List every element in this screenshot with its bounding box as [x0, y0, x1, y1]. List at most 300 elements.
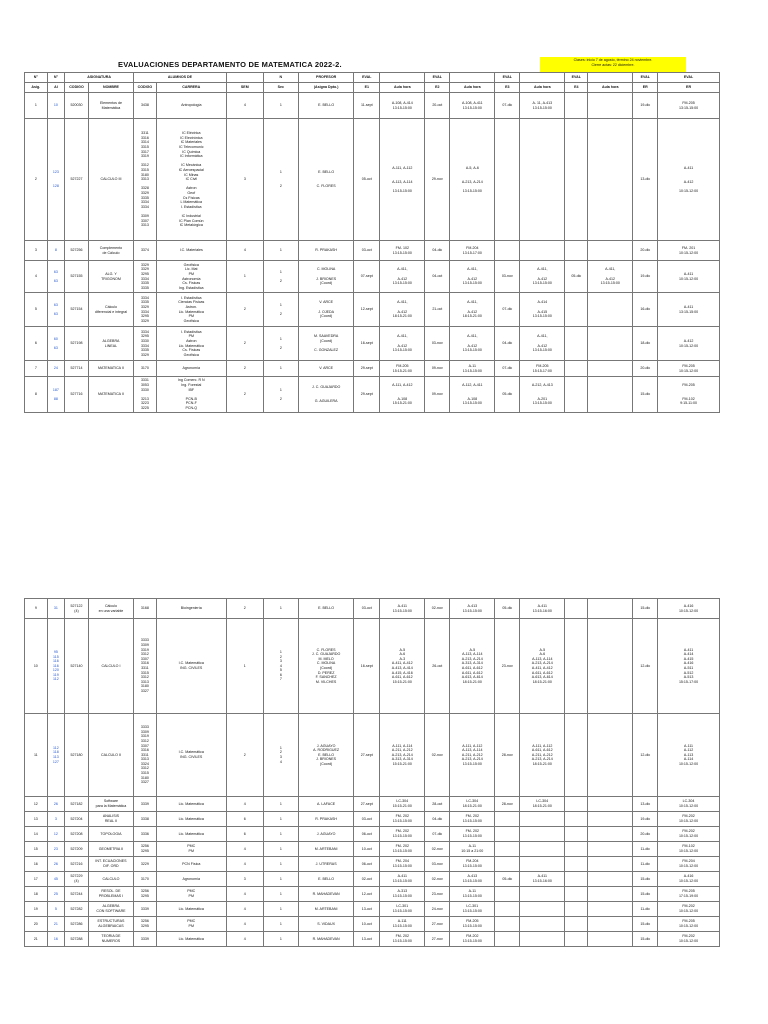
- e4-room-time-cell: [588, 119, 633, 241]
- course-code-cell: 527216: [65, 857, 89, 872]
- section-cell: 1: [263, 917, 298, 932]
- career-name-cell: Agronomía: [156, 872, 226, 887]
- course-code-cell: 527155: [65, 261, 89, 293]
- course-code-cell: 527182: [65, 797, 89, 812]
- semester-cell: 6: [226, 827, 263, 842]
- e4-room-time-cell: [588, 93, 633, 119]
- e1-date-cell: 06-oct: [354, 827, 380, 842]
- asig-number-cell: 21: [25, 932, 48, 947]
- e3-date-cell: [495, 842, 520, 857]
- section-cell: 1 2: [263, 327, 298, 361]
- er-date-cell: 15-dic: [633, 887, 658, 902]
- e2-date-cell: 09-nov: [425, 377, 450, 413]
- er-room-time-cell: A-411 A-412 10:15-12:00: [658, 119, 720, 241]
- career-name-cell: I.C. Materiales: [156, 241, 226, 261]
- er-room-time-cell: FM- 201 10:15-12:00: [658, 241, 720, 261]
- semester-cell: 4: [226, 797, 263, 812]
- semester-cell: 2: [226, 327, 263, 361]
- er-room-time-cell: FM-205 10:15-12:00: [658, 361, 720, 377]
- header-cell: E1: [354, 83, 380, 93]
- professor-cell: V. ARCE: [298, 361, 354, 377]
- e3-room-time-cell: A-411 13:15-16:00: [520, 599, 565, 619]
- section-cell: 1: [263, 812, 298, 827]
- career-name-cell: Bioingeniería: [156, 599, 226, 619]
- professor-cell: J. AGUAYO: [298, 827, 354, 842]
- semester-cell: 2: [226, 599, 263, 619]
- e3-date-cell: [495, 241, 520, 261]
- e4-date-cell: [565, 327, 588, 361]
- e2-room-time-cell: A-11 13:15-15:00: [450, 361, 495, 377]
- semester-cell: 4: [226, 917, 263, 932]
- header-cell: Aula hora: [450, 83, 495, 93]
- professor-cell: C. FLORES J. C. GUAJARDO M. MELO C. MOLINA (Coord) D. PEREZ F. SANCHEZ M. VILCHES: [298, 619, 354, 714]
- asig-number-cell: 20: [25, 917, 48, 932]
- e3-date-cell: 07-dic: [495, 293, 520, 327]
- course-code-cell: 527256: [65, 241, 89, 261]
- e2-room-time-cell: A-411, A-412 18:15-21:00: [450, 293, 495, 327]
- students-count-cell: 95 115 116 116 120 119 112: [47, 619, 65, 714]
- career-name-cell: I.C. Matemática ING. CIVILES: [156, 714, 226, 797]
- e3-date-cell: [495, 887, 520, 902]
- professor-cell: E. BELLO: [298, 93, 354, 119]
- e2-room-time-cell: FM-205 13:15-15:00: [450, 917, 495, 932]
- e2-room-time-cell: A-11 13:15-15:00: [450, 887, 495, 902]
- e1-room-time-cell: FM- 202 13:15-15:00: [380, 932, 425, 947]
- students-count-cell: 45: [47, 872, 65, 887]
- career-name-cell: Antropología: [156, 93, 226, 119]
- e1-date-cell: 12-oct: [354, 887, 380, 902]
- e1-room-time-cell: FM- 202 13:15-15:00: [380, 827, 425, 842]
- course-name-cell: Cálculo diferencial e integral: [88, 293, 133, 327]
- e1-room-time-cell: A-411, A-412 13:15-15:00: [380, 261, 425, 293]
- e1-room-time-cell: A-411, A-412 18:15-21:00: [380, 293, 425, 327]
- e3-room-time-cell: A-411, A-412 13:15-15:00: [520, 261, 565, 293]
- e1-date-cell: 03-oct: [354, 812, 380, 827]
- career-name-cell: Ing Comerc. R N Ing. Forestal IBF PCN-B PCN-F PCN-Q: [156, 377, 226, 413]
- er-room-time-cell: LC-304 10:15-12:00: [658, 797, 720, 812]
- professor-cell: J. C. GUAJARDO G. AGUILERA: [298, 377, 354, 413]
- e4-room-time-cell: [588, 293, 633, 327]
- career-name-cell: I.C. Matemática ING. CIVILES: [156, 619, 226, 714]
- e1-date-cell: 29-sept: [354, 377, 380, 413]
- e4-date-cell: [565, 619, 588, 714]
- e3-room-time-cell: A-414 A-415 13:15-15:00: [520, 293, 565, 327]
- e3-date-cell: [495, 827, 520, 842]
- e4-room-time-cell: [588, 857, 633, 872]
- semester-cell: 4: [226, 857, 263, 872]
- e2-room-time-cell: A-411, A-412 13:15-15:00: [450, 261, 495, 293]
- career-name-cell: PMC PM: [156, 887, 226, 902]
- e2-room-time-cell: LC-301 13:15-15:00: [450, 902, 495, 917]
- career-code-cell: 3333 3309 3319 3312 3307 3316 3311 3315 3312 3313 3180 3327: [134, 619, 157, 714]
- course-name-cell: TOPOLOGIA: [88, 827, 133, 842]
- e4-date-cell: [565, 857, 588, 872]
- header-cell: EVAL: [495, 73, 520, 83]
- course-name-cell: Cálculo en una variable: [88, 599, 133, 619]
- er-room-time-cell: FM-205 10:15-12:00: [658, 917, 720, 932]
- er-date-cell: 16-dic: [633, 293, 658, 327]
- e4-room-time-cell: [588, 797, 633, 812]
- professor-cell: E. BELLO: [298, 872, 354, 887]
- e3-room-time-cell: [520, 812, 565, 827]
- header-cell: CODIGO: [134, 83, 157, 93]
- e2-room-time-cell: A-413 13:15-15:00: [450, 599, 495, 619]
- e4-room-time-cell: [588, 932, 633, 947]
- students-count-cell: 60 63: [47, 327, 65, 361]
- career-code-cell: 3339: [134, 797, 157, 812]
- er-room-time-cell: FM-202 10:15-12:00: [658, 932, 720, 947]
- course-code-cell: 527154: [65, 293, 89, 327]
- asig-number-cell: 13: [25, 812, 48, 827]
- e3-date-cell: 07-dic: [495, 93, 520, 119]
- students-count-cell: 16: [47, 932, 65, 947]
- e4-room-time-cell: [588, 842, 633, 857]
- e1-date-cell: 29-sept: [354, 361, 380, 377]
- e3-room-time-cell: A-411 13:15-16:00: [520, 872, 565, 887]
- er-date-cell: 15-dic: [633, 377, 658, 413]
- e1-room-time-cell: A-313 13:15-15:00: [380, 887, 425, 902]
- er-date-cell: 20-dic: [633, 827, 658, 842]
- students-count-cell: 187 88: [47, 377, 65, 413]
- er-date-cell: 19-dic: [633, 812, 658, 827]
- e4-date-cell: [565, 714, 588, 797]
- career-name-cell: PCN Física: [156, 857, 226, 872]
- e2-date-cell: 02-nov: [425, 599, 450, 619]
- e2-date-cell: 02-nov: [425, 872, 450, 887]
- professor-cell: R. MAHADEVAN: [298, 932, 354, 947]
- e4-room-time-cell: [588, 872, 633, 887]
- course-name-cell: ALGEBRA LINEAL: [88, 327, 133, 361]
- professor-cell: J. AGUAYO A. RODRIGUEZ E. BELLO J. BRIONES (Coord): [298, 714, 354, 797]
- course-name-cell: CALCULO: [88, 872, 133, 887]
- e4-date-cell: [565, 812, 588, 827]
- header-cell: Sec: [263, 83, 298, 93]
- e4-date-cell: [565, 293, 588, 327]
- career-code-cell: 3256 3295: [134, 917, 157, 932]
- header-cell: ER: [658, 83, 720, 93]
- section-cell: 1: [263, 872, 298, 887]
- e2-room-time-cell: A-413 13:15-15:00: [450, 872, 495, 887]
- section-cell: 1 2: [263, 119, 298, 241]
- career-code-cell: 3438: [134, 93, 157, 119]
- section-cell: 1: [263, 887, 298, 902]
- e3-room-time-cell: [520, 241, 565, 261]
- e3-date-cell: 28-nov: [495, 797, 520, 812]
- e1-date-cell: 06-oct: [354, 857, 380, 872]
- students-count-cell: 26: [47, 797, 65, 812]
- header-cell: N°: [47, 73, 65, 83]
- students-count-cell: 10: [47, 93, 65, 119]
- career-code-cell: 3311 3316 3314 3315 3317 3319 3312 3315 3180 3313 3328 3329 3335 3334 3334 3309 3307 3313: [134, 119, 157, 241]
- header-cell: [588, 73, 633, 83]
- asig-number-cell: 10: [25, 619, 48, 714]
- e2-date-cell: 03-nov: [425, 327, 450, 361]
- er-room-time-cell: A-416 10:15-12:00: [658, 872, 720, 887]
- table-row: [25, 827, 720, 842]
- er-room-time-cell: FM-102 10:15-12:00: [658, 842, 720, 857]
- career-name-cell: Lic. Matemática: [156, 797, 226, 812]
- e3-date-cell: [495, 902, 520, 917]
- course-code-cell: 527229 (4): [65, 872, 89, 887]
- students-count-cell: 24: [47, 361, 65, 377]
- header-cell: PROFESOR: [298, 73, 354, 83]
- e1-room-time-cell: A-111, A-114 A-211, A-212 A-213, A-214 A-313, A-314 15:15-21:00: [380, 714, 425, 797]
- table-row: [25, 812, 720, 827]
- asig-number-cell: 3: [25, 241, 48, 261]
- e1-room-time-cell: A-5 A-6 A-3 A-411, A-412 A-413, A-414 A-415, A-416 A-611, A-612 15:15-21:00: [380, 619, 425, 714]
- e2-date-cell: 02-nov: [425, 842, 450, 857]
- professor-cell: E. BELLO C. FLORES: [298, 119, 354, 241]
- career-code-cell: 3256 3295: [134, 842, 157, 857]
- asig-number-cell: 5: [25, 293, 48, 327]
- e3-room-time-cell: FM-205 15:15-17:00: [520, 361, 565, 377]
- er-room-time-cell: FM-204 10:15-12:00: [658, 857, 720, 872]
- e3-date-cell: [495, 119, 520, 241]
- table-row: [25, 857, 720, 872]
- e2-date-cell: 29-nov: [425, 119, 450, 241]
- section-cell: 1: [263, 857, 298, 872]
- e4-room-time-cell: [588, 887, 633, 902]
- e1-date-cell: 03-oct: [354, 241, 380, 261]
- career-name-cell: Agronomía: [156, 361, 226, 377]
- asig-number-cell: 12: [25, 797, 48, 812]
- e4-date-cell: [565, 842, 588, 857]
- header-cell: EVAL: [425, 73, 450, 83]
- semester-cell: 1: [226, 261, 263, 293]
- asig-number-cell: 2: [25, 119, 48, 241]
- career-code-cell: 3329 3329 3295 3334 3335 3335: [134, 261, 157, 293]
- semester-cell: 1: [226, 619, 263, 714]
- e3-date-cell: 28-nov: [495, 714, 520, 797]
- table-row: [25, 119, 720, 241]
- e4-date-cell: [565, 932, 588, 947]
- professor-cell: C. MOLINA J. BRIONES (Coord): [298, 261, 354, 293]
- section-cell: 1: [263, 932, 298, 947]
- career-name-cell: Lic. Matemática: [156, 902, 226, 917]
- e1-room-time-cell: A-411, A-412 13:15-15:00: [380, 327, 425, 361]
- asig-number-cell: 11: [25, 714, 48, 797]
- header-row-1: [25, 73, 720, 83]
- e1-date-cell: 13-oct: [354, 932, 380, 947]
- students-count-cell: 25: [47, 887, 65, 902]
- e4-date-cell: 05-dic: [565, 261, 588, 293]
- career-code-cell: 3333 3309 3319 3312 3307 3316 3311 3313 3324 3312 3315 3180 3327: [134, 714, 157, 797]
- er-room-time-cell: A-411 13:15-15:00: [658, 293, 720, 327]
- header-cell: ALUMNOS DE: [134, 73, 227, 83]
- table-row: [25, 327, 720, 361]
- course-name-cell: CALCULO I: [88, 619, 133, 714]
- e2-date-cell: 27-nov: [425, 917, 450, 932]
- e4-room-time-cell: [588, 917, 633, 932]
- e3-room-time-cell: LC-304 18:15-21:00: [520, 797, 565, 812]
- section-cell: 1: [263, 241, 298, 261]
- er-date-cell: 15-dic: [633, 917, 658, 932]
- semester-cell: 3: [226, 872, 263, 887]
- e3-room-time-cell: A-111, A-112 A-611, A-612 A-211, A-212 A-213, A-214 18:15-21:00: [520, 714, 565, 797]
- er-date-cell: 19-dic: [633, 261, 658, 293]
- header-row-2: [25, 83, 720, 93]
- header-cell: EVAL: [354, 73, 380, 83]
- e3-room-time-cell: A-411, A-412 13:15-15:00: [520, 327, 565, 361]
- header-cell: ER: [633, 83, 658, 93]
- semester-cell: 4: [226, 902, 263, 917]
- career-name-cell: I. Estadística Ciencias Físicas Astron. Lic. Matemática PM Geofísica: [156, 293, 226, 327]
- students-count-cell: 63 63: [47, 261, 65, 293]
- e1-room-time-cell: LC-301 13:15-15:00: [380, 902, 425, 917]
- semester-cell: 4: [226, 842, 263, 857]
- course-name-cell: ALGEBRA CON SOFTWARE: [88, 902, 133, 917]
- section-cell: 1: [263, 599, 298, 619]
- header-cell: CARRERA: [156, 83, 226, 93]
- header-cell: SEM: [226, 83, 263, 93]
- professor-cell: A. LAFACE: [298, 797, 354, 812]
- table-row: [25, 917, 720, 932]
- professor-cell: E. BELLO: [298, 599, 354, 619]
- e3-room-time-cell: [520, 917, 565, 932]
- e2-room-time-cell: FM-204 13:15-17:00: [450, 241, 495, 261]
- asig-number-cell: 8: [25, 377, 48, 413]
- header-cell: [520, 73, 565, 83]
- e3-date-cell: 07-dic: [495, 361, 520, 377]
- e4-date-cell: [565, 377, 588, 413]
- career-code-cell: 3334 3295 3330 3334 3335 3329: [134, 327, 157, 361]
- e3-date-cell: 23-nov: [495, 619, 520, 714]
- header-cell: [450, 73, 495, 83]
- asig-number-cell: 18: [25, 887, 48, 902]
- career-name-cell: IC Eléctrica IC Electrónica IC Materiales IC Telecomunic IC Química IC Informática IC Mecánica IC Aeroespacial IC Minas IC Civil Astron Geof Cs Físicas L Matemática I. Estadística IC Industrial IC Plan Común IC Metalúrgica: [156, 119, 226, 241]
- e4-room-time-cell: [588, 902, 633, 917]
- course-code-cell: 527714: [65, 361, 89, 377]
- asig-number-cell: 6: [25, 327, 48, 361]
- e3-room-time-cell: [520, 119, 565, 241]
- e2-room-time-cell: FM-202 13:15-15:00: [450, 932, 495, 947]
- header-cell: Asig.: [25, 83, 48, 93]
- asig-number-cell: 19: [25, 902, 48, 917]
- course-code-cell: 527204: [65, 812, 89, 827]
- header-cell: EVAL: [565, 73, 588, 83]
- e2-date-cell: 27-nov: [425, 932, 450, 947]
- course-name-cell: TEORIA DE NUMEROS: [88, 932, 133, 947]
- e3-date-cell: 05-dic: [495, 599, 520, 619]
- e2-date-cell: 09-nov: [425, 361, 450, 377]
- e1-room-time-cell: FM- 102 13:15-15:00: [380, 241, 425, 261]
- e2-room-time-cell: FM- 202 13:15-15:00: [450, 812, 495, 827]
- e2-room-time-cell: FM- 202 13:15-15:00: [450, 827, 495, 842]
- semester-cell: 3: [226, 119, 263, 241]
- course-name-cell: INT. ECUACIONES DIF. ORD: [88, 857, 133, 872]
- e4-date-cell: [565, 599, 588, 619]
- e1-room-time-cell: A-411 13:15-15:00: [380, 872, 425, 887]
- e3-date-cell: [495, 917, 520, 932]
- e3-room-time-cell: A-5 A-6 A-113, A-114 A-213, A-214 A-411, A-412 A-611, A-612 A-613, A-614 18:15-21:00: [520, 619, 565, 714]
- table-row: [25, 842, 720, 857]
- e2-date-cell: 20-oct: [425, 93, 450, 119]
- asig-number-cell: 17: [25, 872, 48, 887]
- e2-room-time-cell: A-5, A-6 A-213, A-214 13:15-15:00: [450, 119, 495, 241]
- course-name-cell: RESOL. DE PROBLEMAS I: [88, 887, 133, 902]
- e1-date-cell: 16-sept: [354, 327, 380, 361]
- course-name-cell: Elementos de Matemática: [88, 93, 133, 119]
- table-row: [25, 93, 720, 119]
- career-name-cell: PMC PM: [156, 917, 226, 932]
- e4-date-cell: [565, 361, 588, 377]
- er-date-cell: 12-dic: [633, 714, 658, 797]
- e4-room-time-cell: [588, 827, 633, 842]
- career-code-cell: 3336: [134, 827, 157, 842]
- e4-date-cell: [565, 93, 588, 119]
- er-room-time-cell: FM-202 10:15-12:00: [658, 812, 720, 827]
- course-code-cell: 527282: [65, 902, 89, 917]
- e2-date-cell: 02-nov: [425, 714, 450, 797]
- e1-room-time-cell: FM-205 15:15-21:00: [380, 361, 425, 377]
- e3-room-time-cell: [520, 842, 565, 857]
- e4-room-time-cell: [588, 714, 633, 797]
- e2-room-time-cell: A-108, A-411 13:15-15:00: [450, 93, 495, 119]
- header-cell: E4: [565, 83, 588, 93]
- professor-cell: S. VIDAUX: [298, 917, 354, 932]
- students-count-cell: 26: [47, 857, 65, 872]
- e3-room-time-cell: [520, 902, 565, 917]
- career-name-cell: Lic. Matemática: [156, 827, 226, 842]
- e4-room-time-cell: [588, 361, 633, 377]
- er-date-cell: 20-dic: [633, 241, 658, 261]
- e2-date-cell: 23-nov: [425, 887, 450, 902]
- section-cell: 1: [263, 827, 298, 842]
- e1-date-cell: 11-sept: [354, 93, 380, 119]
- students-count-cell: 23: [47, 842, 65, 857]
- e4-date-cell: [565, 887, 588, 902]
- career-code-cell: 3170: [134, 872, 157, 887]
- header-cell: Aula hora: [588, 83, 633, 93]
- er-date-cell: 15-dic: [633, 872, 658, 887]
- e4-date-cell: [565, 241, 588, 261]
- header-cell: Aula hora: [380, 83, 425, 93]
- e2-date-cell: 26-oct: [425, 619, 450, 714]
- header-cell: NOMBRE: [88, 83, 133, 93]
- e1-room-time-cell: FM- 204 13:15-15:00: [380, 857, 425, 872]
- professor-cell: R. PRAKASH: [298, 812, 354, 827]
- e2-date-cell: 04-dic: [425, 241, 450, 261]
- header-cell: EVAL: [658, 73, 720, 83]
- professor-cell: M. SAAVEDRA (Coord) C. GONZALEZ: [298, 327, 354, 361]
- career-code-cell: 3256 3295: [134, 887, 157, 902]
- e4-room-time-cell: [588, 619, 633, 714]
- e4-date-cell: [565, 119, 588, 241]
- e3-room-time-cell: [520, 887, 565, 902]
- e3-date-cell: [495, 932, 520, 947]
- e3-room-time-cell: A-212, A-413 A-201 13:15-15:00: [520, 377, 565, 413]
- semester-cell: 2: [226, 377, 263, 413]
- e2-date-cell: 21-oct: [425, 293, 450, 327]
- semester-cell: 2: [226, 714, 263, 797]
- section-cell: 1 2 3 4: [263, 714, 298, 797]
- asig-number-cell: 4: [25, 261, 48, 293]
- e2-date-cell: 07-dic: [425, 827, 450, 842]
- e3-room-time-cell: [520, 932, 565, 947]
- section-cell: 1: [263, 797, 298, 812]
- e2-room-time-cell: A-111, A-112 A-113, A-114 A-211, A-212 A-213, A-214 13:15-15:00: [450, 714, 495, 797]
- e3-date-cell: 04-dic: [495, 327, 520, 361]
- header-cell: E3: [495, 83, 520, 93]
- career-code-cell: 3331 3053 3330 3213 3223 3225: [134, 377, 157, 413]
- e3-room-time-cell: A- 11, A-413 13:15-15:00: [520, 93, 565, 119]
- table-row: [25, 714, 720, 797]
- er-room-time-cell: FM-202 10:15-12:00: [658, 902, 720, 917]
- professor-cell: M. ARTEBANI: [298, 902, 354, 917]
- e1-date-cell: 02-oct: [354, 872, 380, 887]
- course-name-cell: ESTRUCTURAS ALGEBRAICAS: [88, 917, 133, 932]
- career-name-cell: Lic. Matemática: [156, 932, 226, 947]
